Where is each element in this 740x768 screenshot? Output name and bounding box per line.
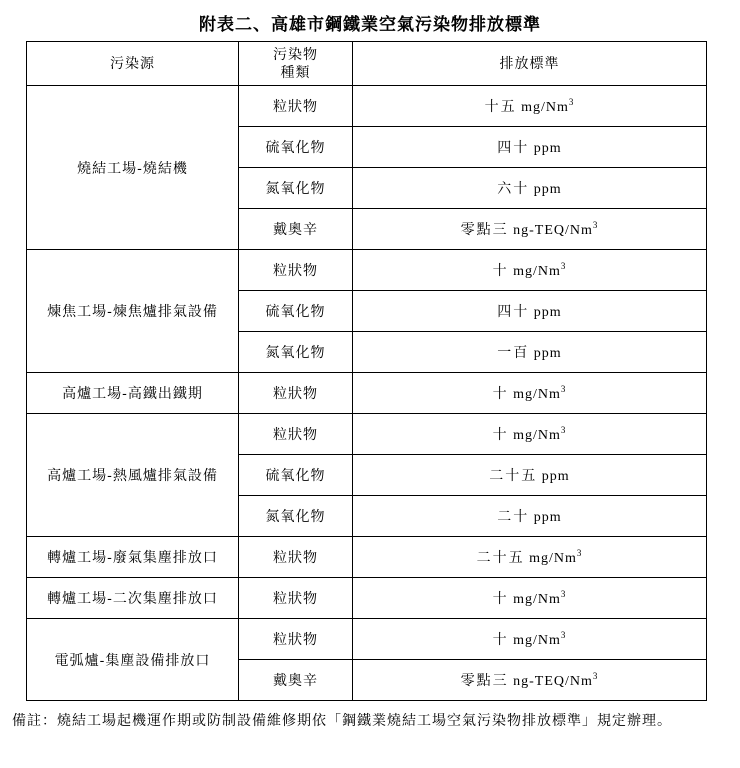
standard-unit: ppm xyxy=(533,346,562,361)
table-header xyxy=(27,42,707,86)
table-row xyxy=(27,414,707,455)
pollutant-cell: 硫氧化物 xyxy=(239,455,353,496)
footnote: 備註：燒結工場起機運作期或防制設備維修期依「鋼鐵業燒結工場空氣污染物排放標準」規定辦理。 xyxy=(12,713,672,729)
header-source: 污染源 xyxy=(27,42,239,86)
unit-superscript: 3 xyxy=(560,630,567,640)
standard-unit: ppm xyxy=(533,510,562,525)
standard-unit: mg/Nm xyxy=(513,592,561,607)
standard-value: 四十 xyxy=(497,304,530,320)
standard-value: 十 xyxy=(492,591,509,607)
pollutant-cell: 粒狀物 xyxy=(239,578,353,619)
pollutant-cell: 粒狀物 xyxy=(239,414,353,455)
header-pollutant-line2: 種類 xyxy=(280,64,311,81)
standard-cell xyxy=(353,127,707,168)
standard-cell xyxy=(353,168,707,209)
source-cell: 高爐工場-高鐵出鐵期 xyxy=(27,373,239,414)
standard-value: 十 xyxy=(492,427,509,443)
pollutant-cell: 粒狀物 xyxy=(239,86,353,127)
standard-unit: ng-TEQ/Nm xyxy=(513,223,593,238)
standard-value: 二十 xyxy=(497,509,530,525)
standard-unit: ppm xyxy=(533,141,562,156)
standard-value: 一百 xyxy=(497,345,530,361)
standard-cell xyxy=(353,496,707,537)
pollutant-cell: 戴奧辛 xyxy=(239,209,353,250)
unit-superscript: 3 xyxy=(592,671,599,681)
standard-value: 零點三 xyxy=(460,222,509,238)
source-cell: 轉爐工場-二次集塵排放口 xyxy=(27,578,239,619)
standard-cell xyxy=(353,86,707,127)
standard-cell xyxy=(353,660,707,701)
standard-unit: mg/Nm xyxy=(513,387,561,402)
standard-value: 六十 xyxy=(497,181,530,197)
table-row xyxy=(27,373,707,414)
standard-cell xyxy=(353,537,707,578)
pollutant-cell: 硫氧化物 xyxy=(239,291,353,332)
pollutant-cell: 粒狀物 xyxy=(239,537,353,578)
pollutant-cell: 氮氧化物 xyxy=(239,496,353,537)
unit-superscript: 3 xyxy=(568,97,575,107)
header-pollutant xyxy=(239,42,353,86)
standard-cell xyxy=(353,291,707,332)
standard-unit: mg/Nm xyxy=(513,633,561,648)
unit-superscript: 3 xyxy=(592,220,599,230)
pollutant-cell: 戴奧辛 xyxy=(239,660,353,701)
table-row xyxy=(27,619,707,660)
source-cell: 燒結工場-燒結機 xyxy=(27,86,239,250)
unit-superscript: 3 xyxy=(560,261,567,271)
standard-unit: mg/Nm xyxy=(513,264,561,279)
standard-cell xyxy=(353,414,707,455)
unit-superscript: 3 xyxy=(576,548,583,558)
standard-value: 十五 xyxy=(484,99,517,115)
source-cell: 煉焦工場-煉焦爐排氣設備 xyxy=(27,250,239,373)
standard-cell xyxy=(353,373,707,414)
standard-cell xyxy=(353,332,707,373)
standard-cell xyxy=(353,250,707,291)
table-row xyxy=(27,537,707,578)
pollutant-cell: 粒狀物 xyxy=(239,373,353,414)
unit-superscript: 3 xyxy=(560,589,567,599)
standard-value: 十 xyxy=(492,263,509,279)
standard-value: 二十五 xyxy=(476,550,525,566)
pollutant-cell: 氮氧化物 xyxy=(239,332,353,373)
source-cell: 高爐工場-熱風爐排氣設備 xyxy=(27,414,239,537)
standard-cell xyxy=(353,455,707,496)
standard-value: 零點三 xyxy=(460,673,509,689)
header-pollutant-line1: 污染物 xyxy=(273,46,318,63)
standard-unit: mg/Nm xyxy=(521,100,569,115)
page-title: 附表二、高雄市鋼鐵業空氣污染物排放標準 xyxy=(199,15,541,35)
standard-unit: ng-TEQ/Nm xyxy=(513,674,593,689)
pollutant-cell: 粒狀物 xyxy=(239,619,353,660)
table-row xyxy=(27,578,707,619)
table-row xyxy=(27,86,707,127)
pollutant-cell: 硫氧化物 xyxy=(239,127,353,168)
standard-unit: ppm xyxy=(541,469,570,484)
standard-cell xyxy=(353,578,707,619)
standard-unit: ppm xyxy=(533,305,562,320)
standard-unit: mg/Nm xyxy=(529,551,577,566)
unit-superscript: 3 xyxy=(560,425,567,435)
table-row xyxy=(27,250,707,291)
source-cell: 轉爐工場-廢氣集塵排放口 xyxy=(27,537,239,578)
standard-cell xyxy=(353,619,707,660)
pollutant-cell: 粒狀物 xyxy=(239,250,353,291)
standard-unit: mg/Nm xyxy=(513,428,561,443)
standard-unit: ppm xyxy=(533,182,562,197)
emission-standards-table xyxy=(26,41,707,701)
header-standard: 排放標準 xyxy=(353,42,707,86)
table-body xyxy=(27,86,707,701)
source-cell: 電弧爐-集塵設備排放口 xyxy=(27,619,239,701)
standard-value: 十 xyxy=(492,632,509,648)
header-row xyxy=(27,42,707,86)
standard-value: 十 xyxy=(492,386,509,402)
pollutant-cell: 氮氧化物 xyxy=(239,168,353,209)
standard-value: 四十 xyxy=(497,140,530,156)
standard-cell xyxy=(353,209,707,250)
standard-value: 二十五 xyxy=(489,468,538,484)
unit-superscript: 3 xyxy=(560,384,567,394)
